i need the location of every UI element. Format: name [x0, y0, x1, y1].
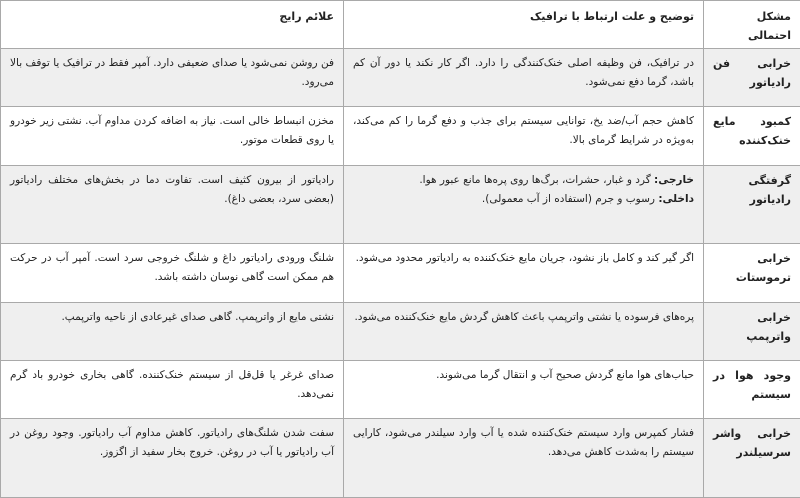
cell-problem: گرفتگی رادیاتور	[704, 166, 800, 244]
description-internal	[353, 190, 694, 209]
cell-problem: خرابی فن رادیاتور	[704, 49, 800, 107]
table-row	[1, 419, 800, 498]
header-symptoms: علائم رایج	[1, 1, 344, 49]
cell-problem: وجود هوا در سیستم	[704, 361, 800, 419]
cell-symptoms: فن روشن نمی‌شود یا صدای ضعیفی دارد. آمپر فقط در ترافیک یا توقف بالا می‌رود.	[1, 49, 344, 107]
cell-description: کاهش حجم آب/ضد یخ، توانایی سیستم برای جذب و دفع گرما را کم می‌کند، به‌ویژه در شرایط گرمای بالا.	[344, 107, 704, 166]
cell-symptoms: نشتی مایع از واترپمپ. گاهی صدای غیرعادی از ناحیه واترپمپ.	[1, 303, 344, 361]
cell-symptoms: سفت شدن شلنگ‌های رادیاتور. کاهش مداوم آب رادیاتور. وجود روغن در آب رادیاتور یا آب در روغن. خروج بخار سفید از اگزوز.	[1, 419, 344, 498]
cell-problem: خرابی واشر سرسیلندر	[704, 419, 800, 498]
table-row	[1, 49, 800, 107]
cell-problem: کمبود مایع خنک‌کننده	[704, 107, 800, 166]
description-external-label: خارجی:	[654, 174, 694, 186]
cell-description: اگر گیر کند و کامل باز نشود، جریان مایع خنک‌کننده به رادیاتور محدود می‌شود.	[344, 244, 704, 303]
description-internal-text: رسوب و جرم (استفاده از آب معمولی).	[482, 193, 658, 205]
cell-description: فشار کمپرس وارد سیستم خنک‌کننده شده یا آب وارد سیلندر می‌شود، کارایی سیستم را به‌شدت کاهش می‌دهد.	[344, 419, 704, 498]
table-header-row	[1, 1, 800, 49]
description-external-text: گرد و غبار، حشرات، برگ‌ها روی پره‌ها مانع عبور هوا.	[419, 174, 654, 186]
header-problem: مشکل احتمالی	[704, 1, 800, 49]
cell-symptoms: مخزن انبساط خالی است. نیاز به اضافه کردن مداوم آب. نشتی زیر خودرو یا روی قطعات موتور.	[1, 107, 344, 166]
description-internal-label: داخلی:	[658, 193, 694, 205]
table-row	[1, 303, 800, 361]
cell-description: در ترافیک، فن وظیفه اصلی خنک‌کنندگی را دارد. اگر کار نکند یا دور آن کم باشد، گرما دفع نمی‌شود.	[344, 49, 704, 107]
cell-symptoms: رادیاتور از بیرون کثیف است. تفاوت دما در بخش‌های مختلف رادیاتور (بعضی سرد، بعضی داغ).	[1, 166, 344, 244]
cell-description: حباب‌های هوا مانع گردش صحیح آب و انتقال گرما می‌شوند.	[344, 361, 704, 419]
cell-symptoms: شلنگ ورودی رادیاتور داغ و شلنگ خروجی سرد است. آمپر آب در حرکت هم ممکن است گاهی نوسان داشته باشد.	[1, 244, 344, 303]
cell-description	[344, 166, 704, 244]
table-row	[1, 107, 800, 166]
description-external	[353, 171, 694, 190]
cell-symptoms: صدای غرغر یا قل‌قل از سیستم خنک‌کننده. گاهی بخاری خودرو باد گرم نمی‌دهد.	[1, 361, 344, 419]
cell-problem: خرابی ترموستات	[704, 244, 800, 303]
table-row	[1, 244, 800, 303]
cell-problem: خرابی واترپمپ	[704, 303, 800, 361]
header-description: توضیح و علت ارتباط با ترافیک	[344, 1, 704, 49]
table-row	[1, 361, 800, 419]
table-row	[1, 166, 800, 244]
cell-description: پره‌های فرسوده یا نشتی واترپمپ باعث کاهش گردش مایع خنک‌کننده می‌شود.	[344, 303, 704, 361]
